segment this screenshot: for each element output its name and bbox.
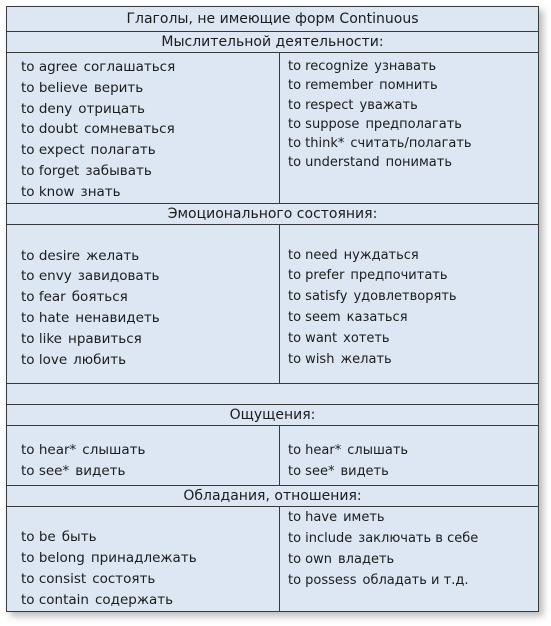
verb-en: to satisfy — [288, 289, 348, 305]
verb-line — [21, 119, 279, 140]
verb-line — [288, 287, 538, 308]
right-column — [280, 507, 538, 611]
verb-line — [21, 287, 279, 308]
verb-line — [288, 329, 538, 350]
verb-en: to believe — [21, 79, 88, 96]
left-column — [7, 426, 280, 485]
verb-line — [21, 182, 279, 203]
verb-en: to have — [288, 510, 338, 525]
verb-en: to prefer — [288, 268, 345, 284]
right-column — [280, 225, 538, 383]
verb-ru: помнить — [379, 78, 438, 94]
verb-ru: сомневаться — [84, 121, 175, 138]
verb-en: to recognize — [288, 59, 369, 74]
verb-en: to agree — [21, 59, 78, 75]
verb-ru: забывать — [85, 162, 152, 179]
verb-ru: слышать — [347, 442, 409, 458]
verb-en: to belong — [21, 550, 85, 566]
verb-ru: владеть — [338, 552, 395, 567]
verb-ru: состоять — [92, 571, 156, 587]
verb-en: to see* — [21, 462, 70, 479]
verb-ru: нравиться — [68, 330, 142, 347]
verb-line — [21, 527, 279, 548]
verb-en: to like — [21, 330, 62, 347]
verb-line — [288, 528, 538, 549]
verb-line — [288, 96, 538, 115]
verb-en: to hate — [21, 309, 70, 326]
verb-ru: принадлежать — [90, 550, 197, 566]
verb-line — [21, 78, 279, 99]
verb-line — [288, 246, 538, 267]
section-header-emotional: Эмоционального состояния: — [7, 204, 538, 225]
verb-line — [21, 266, 279, 287]
verb-ru: предпочитать — [350, 268, 448, 284]
verb-line — [21, 140, 279, 161]
verb-ru: уважать — [359, 97, 418, 113]
left-column — [7, 53, 280, 203]
verb-line — [288, 76, 538, 95]
verb-en: to fear — [21, 289, 66, 306]
verb-line — [288, 266, 538, 287]
verb-line — [288, 134, 538, 153]
verb-line — [21, 329, 279, 350]
verb-en: to love — [21, 351, 68, 368]
verbs-table — [6, 6, 539, 612]
verb-line — [21, 350, 279, 371]
verb-en: to doubt — [21, 121, 79, 138]
verb-ru: заключать в себе — [358, 531, 479, 546]
verb-ru: ненавидеть — [75, 309, 160, 326]
verb-line — [288, 440, 538, 461]
verb-en: to wish — [288, 351, 335, 367]
verb-line — [21, 308, 279, 329]
verb-en: to think* — [288, 136, 345, 152]
verb-ru: соглашаться — [83, 59, 176, 75]
verb-en: to expect — [21, 142, 85, 159]
section-header-possession: Обладания, отношения: — [7, 486, 538, 507]
verb-line — [21, 440, 279, 461]
verb-line — [21, 590, 279, 611]
verb-ru: полагать — [90, 142, 156, 159]
verb-ru: верить — [93, 79, 144, 96]
verb-line — [21, 161, 279, 182]
verb-line — [288, 57, 538, 76]
verb-en: to possess — [288, 573, 357, 588]
verb-ru: желать — [86, 247, 140, 264]
left-column — [7, 225, 280, 383]
verb-ru: отрицать — [78, 100, 146, 117]
verb-en: to consist — [21, 571, 87, 587]
verb-line — [288, 153, 538, 172]
verb-line — [288, 461, 538, 482]
verb-en: to seem — [288, 309, 341, 325]
verb-en: to respect — [288, 97, 354, 113]
verb-line — [288, 549, 538, 570]
verb-ru: обладать и т.д. — [362, 573, 469, 588]
section-body-mental — [7, 53, 538, 204]
verb-ru: желать — [340, 351, 392, 367]
verb-ru: узнавать — [374, 59, 437, 74]
section-header-sensations: Ощущения: — [7, 404, 538, 426]
verb-line — [21, 548, 279, 569]
section-header-mental: Мыслительной деятельности: — [7, 32, 538, 53]
verb-en: to forget — [21, 162, 80, 179]
verb-ru: быть — [61, 529, 97, 545]
verb-ru: нуждаться — [343, 247, 419, 263]
verb-en: to hear* — [288, 442, 342, 458]
verb-line — [288, 507, 538, 528]
verb-en: to be — [21, 529, 56, 545]
verb-en: to understand — [288, 155, 380, 171]
verb-ru: иметь — [343, 510, 385, 525]
verb-line — [288, 570, 538, 591]
verb-ru: считать/полагать — [350, 136, 472, 152]
verb-ru: хотеть — [343, 330, 390, 346]
verb-ru: бояться — [71, 289, 128, 306]
section-body-possession — [7, 507, 538, 611]
verb-ru: знать — [80, 183, 121, 200]
section-body-emotional — [7, 225, 538, 384]
verb-en: to hear* — [21, 441, 77, 458]
verb-line — [21, 57, 279, 78]
verb-en: to own — [288, 552, 333, 567]
verb-line — [288, 350, 538, 371]
right-column — [280, 426, 538, 485]
verb-ru: понимать — [385, 155, 453, 171]
verb-ru: удовлетворять — [353, 289, 457, 305]
verb-en: to desire — [21, 247, 81, 264]
verb-ru: завидовать — [77, 268, 160, 285]
verb-line — [21, 246, 279, 267]
verb-line — [21, 99, 279, 120]
verb-en: to want — [288, 330, 338, 346]
verb-en: to need — [288, 247, 338, 263]
verb-ru: содержать — [94, 592, 174, 608]
verb-ru: любить — [73, 351, 127, 368]
verb-line — [21, 461, 279, 482]
section-body-sensations — [7, 426, 538, 486]
left-column — [7, 507, 280, 611]
verb-en: to see* — [288, 463, 335, 479]
verb-ru: предполагать — [365, 116, 462, 132]
table-title: Глаголы, не имеющие форм Continuous — [7, 7, 538, 32]
verb-ru: видеть — [340, 463, 389, 479]
verb-en: to remember — [288, 78, 374, 94]
verb-line — [288, 115, 538, 134]
verb-en: to envy — [21, 268, 72, 285]
verb-ru: видеть — [75, 462, 126, 479]
verb-line — [288, 308, 538, 329]
verb-ru: казаться — [346, 309, 408, 325]
verb-ru: слышать — [82, 441, 146, 458]
right-column — [280, 53, 538, 203]
verb-en: to include — [288, 531, 353, 546]
verb-line — [21, 569, 279, 590]
verb-en: to deny — [21, 100, 73, 117]
verb-en: to suppose — [288, 116, 360, 132]
verb-en: to contain — [21, 592, 89, 608]
verb-en: to know — [21, 183, 75, 200]
